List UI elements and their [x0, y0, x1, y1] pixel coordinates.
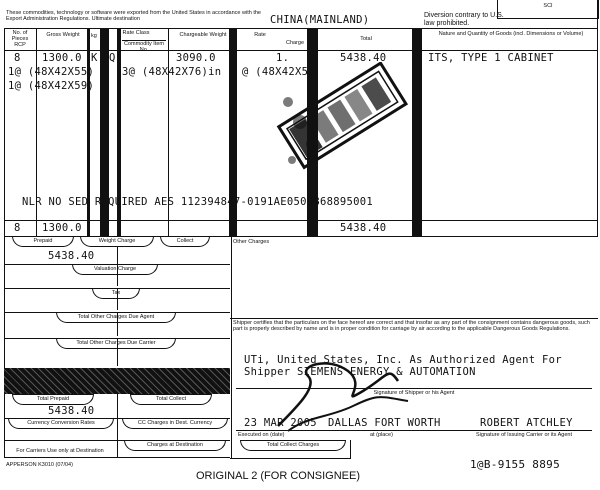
row1-total: 5438.40 [340, 52, 387, 64]
destination: CHINA(MAINLAND) [270, 14, 370, 26]
export-statement: These commodities, technology or software were exported from the United States in accordance with the Export Administration Regulations. Ultimate destination [6, 10, 261, 22]
diversion-notice: Diversion contrary to U.S. law prohibited. [424, 12, 504, 27]
rule [230, 318, 598, 319]
tab-total-other-carrier: Total Other Charges Due Carrier [56, 338, 176, 349]
tab-total-prepaid: Total Prepaid [12, 394, 94, 405]
row1-gross: 1300.0 [42, 52, 82, 64]
totals-top-rule [4, 220, 598, 221]
dimension-line: 1@ (48X42X59) [8, 80, 95, 92]
agent-line-2: Shipper SIEMENS ENERGY & AUTOMATION [244, 366, 476, 378]
table-top-rule [4, 28, 598, 29]
col-rate: Rate [254, 32, 266, 38]
executed-on-label: Executed on (date) [238, 432, 285, 438]
col-rate-class: Rate Class [122, 30, 150, 36]
tab-prepaid: Prepaid [12, 236, 74, 247]
other-charges-label: Other Charges [233, 239, 270, 245]
row1-nature: ITS, TYPE 1 CABINET [428, 52, 554, 64]
tab-total-collect: Total Collect [130, 394, 212, 405]
tab-total-other-agent: Total Other Charges Due Agent [56, 312, 176, 323]
sci-box [497, 0, 599, 19]
row1-chargeable: 3090.0 [176, 52, 216, 64]
total-pieces: 8 [14, 222, 21, 234]
divider [117, 338, 118, 366]
tab-tax: Tax [92, 288, 140, 299]
prepaid-amount: 5438.40 [48, 250, 95, 262]
col-gross: Gross Weight [46, 32, 80, 38]
dimension-line: 3@ (48X42X76)in [122, 66, 222, 78]
col-pieces: No. of Pieces RCP [11, 30, 29, 48]
dimension-line: @ (48X42X5 [242, 66, 309, 78]
for-carriers-label: For Carriers Use only at Destination [16, 448, 104, 454]
row1-pieces: 8 [14, 52, 21, 64]
col-nature: Nature and Quantity of Goods (incl. Dimensions or Volume) [438, 31, 584, 37]
divider [117, 394, 118, 458]
at-place-label: at (place) [370, 432, 393, 438]
header-bottom-rule [4, 50, 598, 51]
col-total: Total [360, 36, 372, 42]
tab-currency-rates: Currency Conversion Rates [8, 418, 114, 429]
tab-charges-dest: Charges at Destination [124, 440, 226, 451]
tab-valuation-charge: Valuation Charge [72, 264, 158, 275]
col-chargeable: Chargeable Weight [179, 32, 227, 38]
divider [117, 288, 118, 310]
tab-collect: Collect [160, 236, 210, 247]
divider [117, 312, 118, 336]
col-charge: Charge [285, 40, 305, 46]
total-gross: 1300.0 [42, 222, 82, 234]
form-code: APPERSON K3010 (07/04) [6, 462, 73, 468]
total-prepaid-amount: 5438.40 [48, 405, 95, 417]
carrier-signature-label: Signature of Issuing Carrier or its Agent [476, 432, 572, 438]
export-license-line: NLR NO SED REQUIRED AES 112394847-0191AE0505868895001 [22, 196, 373, 208]
tab-weight-charge: Weight Charge [80, 236, 154, 247]
original-copy-label: ORIGINAL 2 (FOR CONSIGNEE) [196, 470, 361, 482]
divider [4, 28, 5, 236]
divider [117, 264, 118, 286]
bottom-rule [4, 457, 230, 458]
tab-total-collect-charges: Total Collect Charges [240, 440, 346, 451]
rule [236, 388, 592, 389]
rule [236, 430, 592, 431]
row1-rate: 1. [276, 52, 290, 64]
total-amount: 5438.40 [340, 222, 387, 234]
sci-label: SCI [543, 3, 553, 9]
signature-label: Signature of Shipper or his Agent [373, 390, 455, 396]
divider [597, 0, 598, 236]
awb-number: 1@B-9155 8895 [470, 458, 560, 471]
tab-cc-charges: CC Charges in Dest. Currency [122, 418, 228, 429]
execution-signer: ROBERT ATCHLEY [480, 417, 573, 429]
col-commodity: Commodity Item No. [123, 41, 165, 53]
dimension-line: 1@ (48X42X55) [8, 66, 95, 78]
shaded-band [4, 368, 230, 394]
shipper-certification: Shipper certifies that the particulars on the face hereof are correct and that insofar as any part of the consignment contains dangerous goods, such part is properly described by name and is in proper condition for carriage by air according to the applicable Dangerous Goods Regulations. [233, 320, 590, 332]
row1-kg: K [91, 52, 98, 64]
execution-date: 23 MAR 2005 [244, 417, 317, 429]
execution-place: DALLAS FORT WORTH [328, 417, 441, 429]
row1-rate-class: Q [109, 52, 116, 64]
collect-charges-box [230, 440, 351, 459]
customs-stamp-icon [268, 62, 418, 182]
agent-line-1: UTi, United States, Inc. As Authorized Agent For [244, 354, 562, 366]
col-kg: kg [91, 33, 97, 39]
